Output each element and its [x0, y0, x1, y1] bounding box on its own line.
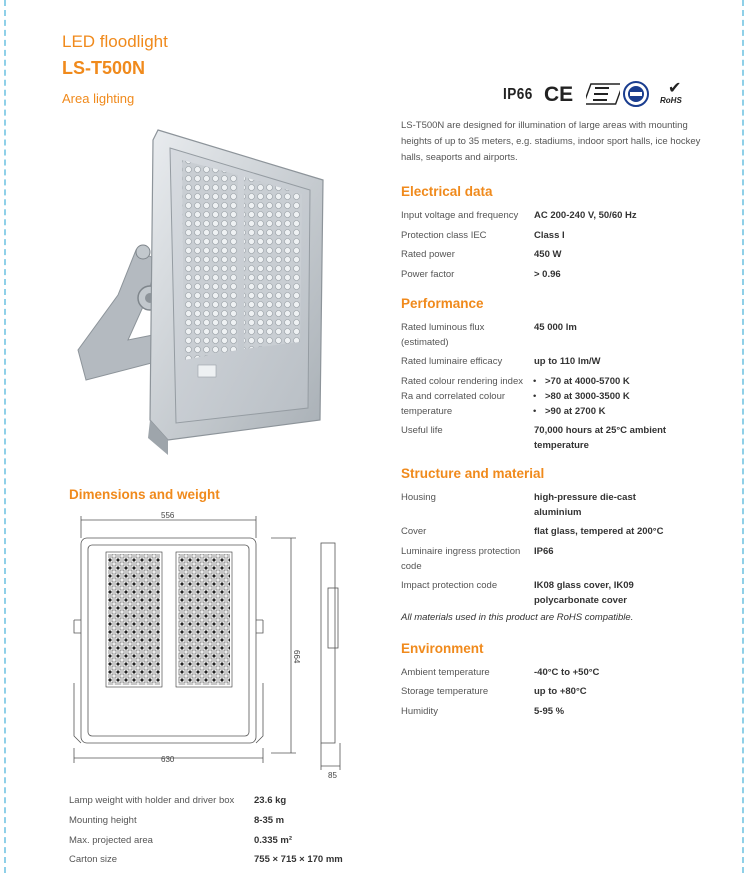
cri-values-list [533, 374, 630, 419]
cover-label: Cover [401, 526, 427, 537]
electrical-data-heading: Electrical data [401, 184, 493, 199]
electrical-label: Input voltage and frequency [401, 210, 519, 221]
performance-heading: Performance [401, 296, 484, 311]
housing-value: high-pressure die-cast aluminium [534, 492, 636, 518]
ce-mark-icon: CE [544, 83, 574, 106]
luminous-flux-value: 45 000 lm [534, 322, 577, 333]
ip66-mark: IP66 [503, 86, 533, 103]
electrical-label: Protection class IEC [401, 230, 487, 241]
product-application: Area lighting [62, 91, 135, 106]
dim-depth: 85 [328, 771, 337, 780]
spec-value: 8-35 m [254, 815, 285, 826]
product-model: LS-T500N [62, 58, 146, 78]
rohs-mark-icon: ✔ RoHS [660, 80, 682, 105]
housing-label: Housing [401, 492, 436, 503]
environment-value: up to +80°C [534, 686, 587, 697]
environment-value: -40°C to +50°C [534, 667, 600, 678]
tuv-mark-icon [622, 80, 650, 108]
dim-width-bottom: 630 [161, 755, 175, 764]
environment-label: Ambient temperature [401, 667, 490, 678]
spec-label: Carton size [69, 854, 118, 865]
spec-value: 23.6 kg [254, 795, 287, 806]
page-frame-left [0, 0, 6, 873]
spec-value: 0.335 m² [254, 835, 293, 846]
efficacy-value: up to 110 lm/W [534, 356, 601, 367]
dimension-drawing [66, 508, 356, 783]
spec-label: Mounting height [69, 815, 137, 826]
ingress-value: IP66 [534, 546, 554, 557]
spec-value: 755 × 715 × 170 mm [254, 854, 343, 865]
luminous-flux-label: Rated luminous flux (estimated) [401, 322, 485, 348]
impact-value: IK08 glass cover, IK09 polycarbonate cover [534, 580, 634, 606]
rohs-note: All materials used in this product are RoHS compatible. [401, 612, 634, 623]
useful-life-label: Useful life [401, 425, 443, 436]
environment-value: 5-95 % [534, 706, 565, 717]
dim-width-top: 556 [161, 511, 175, 520]
electrical-value: > 0.96 [534, 269, 561, 280]
floodlight-product-image [58, 120, 358, 465]
environment-label: Storage temperature [401, 686, 489, 697]
product-description: LS-T500N are designed for illumination of large areas with mounting heights of up to 35 meters, e.g. stadiums, indoor sport halls, ice hockey halls, seaports and airports. [401, 120, 701, 163]
useful-life-value: 70,000 hours at 25°C ambient temperature [534, 425, 667, 451]
electrical-value: 450 W [534, 249, 562, 260]
dimensions-heading: Dimensions and weight [69, 487, 220, 502]
electrical-value: AC 200-240 V, 50/60 Hz [534, 210, 637, 221]
enec-mark-icon [586, 81, 620, 107]
checkmark-icon: ✔ [668, 80, 682, 97]
cover-value: flat glass, tempered at 200°C [534, 526, 664, 537]
list-item: • >80 at 3000-3500 K [533, 389, 630, 404]
environment-label: Humidity [401, 706, 438, 717]
certification-logos [500, 78, 700, 112]
electrical-value: Class I [534, 230, 565, 241]
product-category: LED floodlight [62, 32, 168, 51]
spec-label: Lamp weight with holder and driver box [69, 795, 235, 806]
efficacy-label: Rated luminaire efficacy [401, 356, 503, 367]
electrical-label: Rated power [401, 249, 455, 260]
cri-label: Rated colour rendering index Ra and correlated colour temperature [401, 376, 523, 417]
structure-heading: Structure and material [401, 466, 545, 481]
impact-label: Impact protection code [401, 580, 498, 591]
dim-height: 664 [292, 650, 301, 664]
ingress-label: Luminaire ingress protection code [401, 546, 521, 572]
spec-label: Max. projected area [69, 835, 153, 846]
list-item: • >90 at 2700 K [533, 404, 630, 419]
page-frame-right [742, 0, 750, 873]
electrical-label: Power factor [401, 269, 455, 280]
environment-heading: Environment [401, 641, 484, 656]
list-item: • >70 at 4000-5700 K [533, 374, 630, 389]
